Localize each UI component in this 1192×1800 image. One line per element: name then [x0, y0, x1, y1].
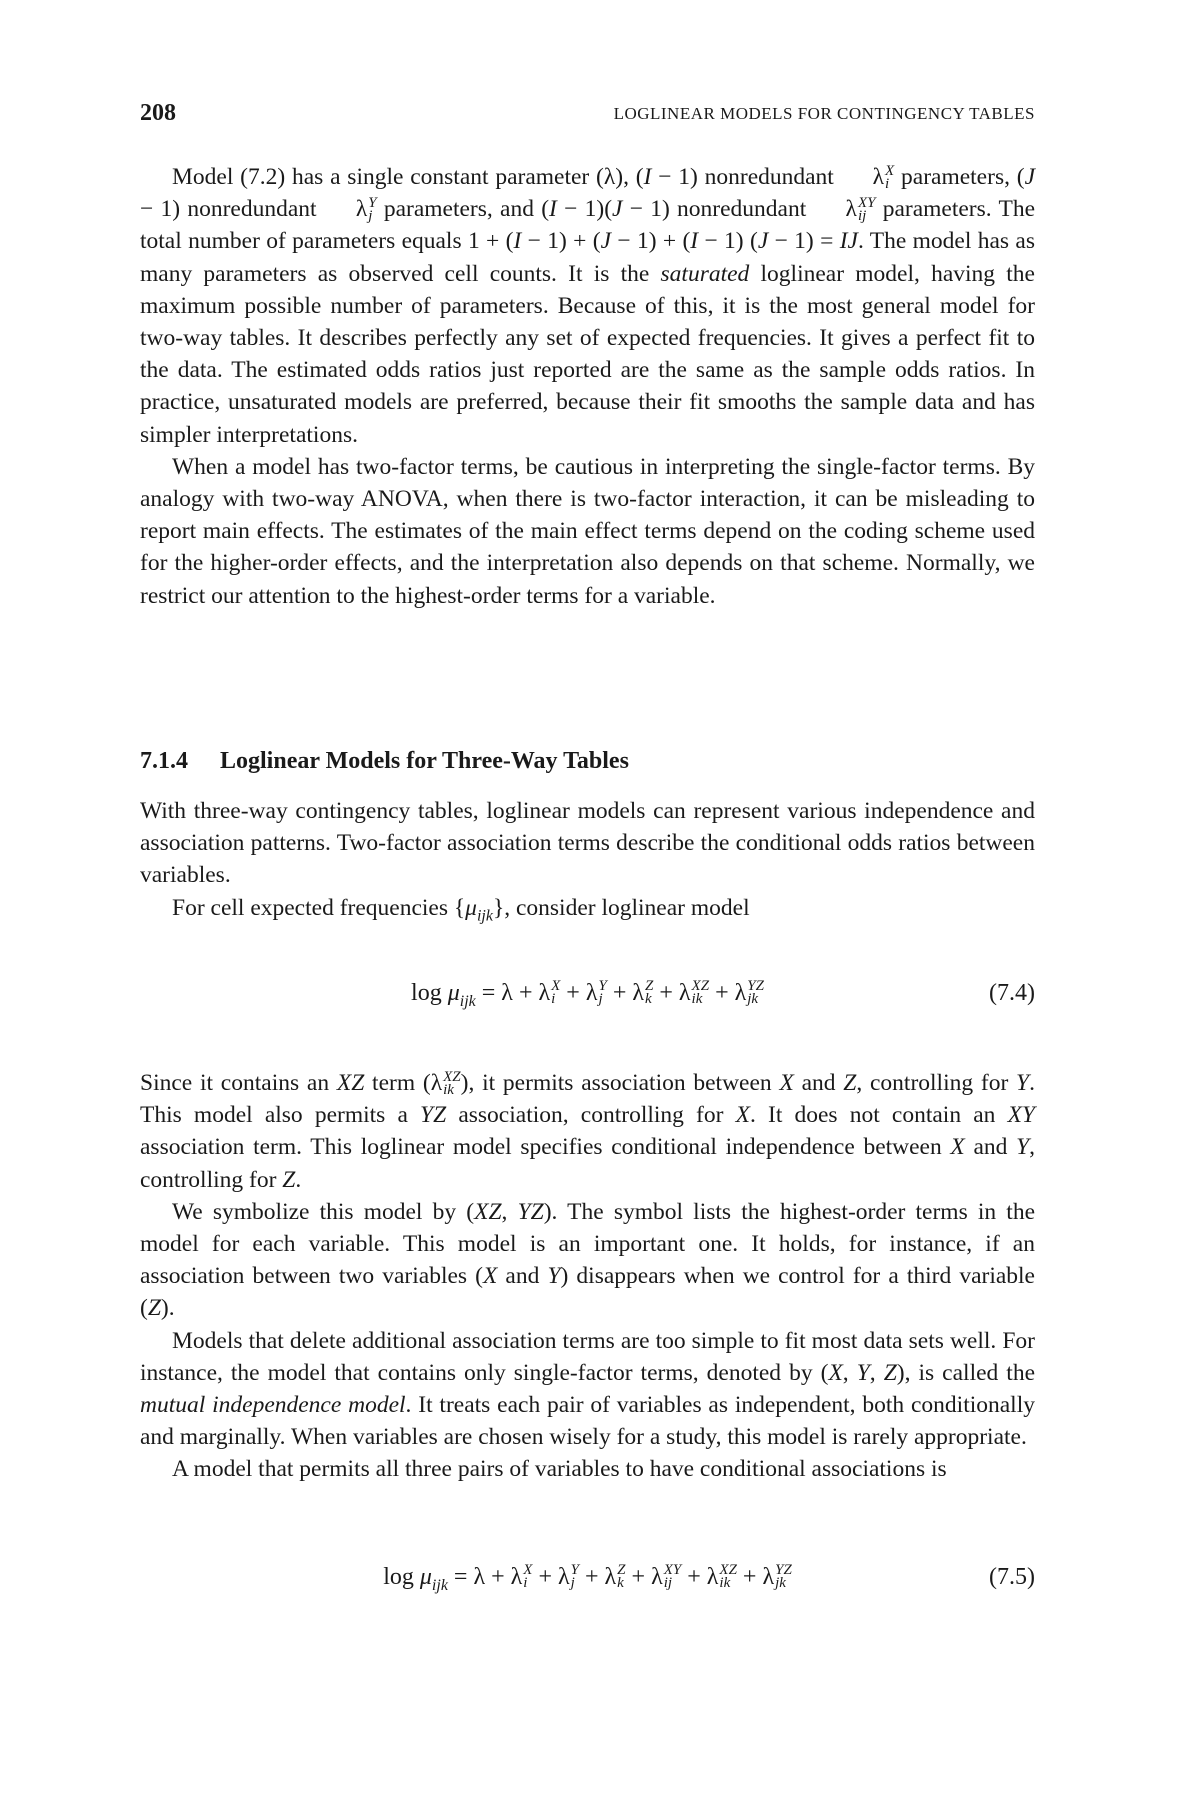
- equation-body: $\log \mu_{ijk} = \lambda + \lambda$ X i + λ Y j + λ Z k + λ XY ij + λ XZ ik + λ YZ jk: [383, 1562, 792, 1594]
- lambda-term: λ Z k: [632, 978, 654, 1008]
- superscript: X: [885, 162, 895, 179]
- superscript: X: [551, 978, 561, 995]
- script-stack: [719, 1564, 737, 1590]
- lambda-term: λ XY ij: [845, 194, 876, 224]
- equation-7-4: [140, 980, 1035, 1020]
- superscript: YZ: [775, 1562, 792, 1579]
- italic-text: Y: [1016, 1070, 1030, 1096]
- script-stack: [857, 194, 876, 224]
- subscript: ik: [719, 1575, 731, 1592]
- italic-text: I: [690, 228, 699, 255]
- italic-text: mutual independence model: [140, 1392, 406, 1419]
- italic-text: I: [549, 196, 557, 223]
- subscript: jk: [775, 1575, 786, 1592]
- italic-text: XY: [1007, 1102, 1035, 1129]
- paragraph: For cell expected frequencies $\{\mu_{ijk}\}$, consider loglinear model: [172, 894, 750, 925]
- superscript: XZ: [691, 978, 710, 995]
- lambda-term: λ X i: [872, 162, 895, 192]
- lambda-term: λ YZ jk: [734, 978, 764, 1008]
- superscript: XZ: [719, 1562, 737, 1579]
- italic-text: IJ: [839, 228, 858, 255]
- paragraph: With three-way contingency tables, loglinear models can represent various independence and association patterns. Two-factor association terms describe the conditional odds ratios between variables.: [140, 798, 1035, 889]
- subscript: jk: [747, 991, 759, 1008]
- italic-text: saturated: [660, 260, 750, 287]
- page-number: 208: [140, 100, 176, 126]
- script-stack: [571, 1564, 579, 1590]
- subscript: ij: [663, 1575, 673, 1592]
- italic-text: Z: [147, 1295, 161, 1322]
- italic-text: X: [482, 1263, 498, 1290]
- subscript: j: [598, 991, 603, 1008]
- equation-number: (7.5): [989, 1564, 1035, 1590]
- lambda-term: λ XZ ik: [678, 978, 710, 1008]
- italic-text: I: [643, 164, 652, 190]
- subscript: i: [885, 175, 890, 192]
- superscript: XY: [857, 194, 876, 211]
- script-stack: [645, 980, 653, 1006]
- subscript: k: [645, 991, 652, 1008]
- lambda-term: λ Y j: [355, 194, 377, 224]
- script-stack: [747, 980, 764, 1006]
- script-stack: [775, 1564, 792, 1590]
- subscript: ik: [691, 991, 703, 1008]
- italic-text: XZ: [474, 1198, 502, 1225]
- italic-text: J: [612, 196, 623, 223]
- lambda-term: λ X i: [538, 978, 561, 1008]
- italic-text: X: [828, 1359, 843, 1386]
- italic-text: Y: [1016, 1134, 1030, 1161]
- lambda-term: λ Y j: [558, 1562, 579, 1592]
- italic-text: YZ: [517, 1198, 544, 1225]
- section-title: Loglinear Models for Three-Way Tables: [220, 748, 629, 774]
- section-number: 7.1.4: [140, 748, 188, 774]
- script-stack: [443, 1068, 461, 1098]
- lambda-term: λ XZ ik: [430, 1068, 461, 1098]
- subscript: k: [617, 1575, 624, 1592]
- italic-text: YZ: [420, 1102, 447, 1129]
- italic-text: Z: [883, 1359, 897, 1386]
- superscript: Z: [645, 978, 654, 995]
- subscript: ijk: [459, 992, 476, 1010]
- script-stack: [551, 980, 560, 1006]
- superscript: XY: [663, 1562, 682, 1579]
- subscript: j: [570, 1575, 575, 1592]
- superscript: Y: [570, 1562, 579, 1579]
- italic-text: X: [950, 1134, 965, 1161]
- running-head: LOGLINEAR MODELS FOR CONTINGENCY TABLES: [613, 104, 1035, 123]
- paragraph: A model that permits all three pairs of variables to have conditional associations is: [172, 1456, 947, 1483]
- superscript: YZ: [747, 978, 764, 995]
- script-stack: [368, 194, 377, 224]
- lambda-term: λ XZ ik: [706, 1562, 737, 1592]
- superscript: XZ: [443, 1068, 461, 1085]
- italic-text: I: [513, 228, 522, 255]
- italic-text: μ: [419, 1564, 432, 1590]
- lambda-term: λ Z k: [604, 1562, 626, 1592]
- subscript: ijk: [431, 1576, 448, 1594]
- italic-text: Y: [547, 1263, 561, 1290]
- script-stack: [523, 1564, 532, 1590]
- script-stack: [664, 1564, 682, 1590]
- lambda-term: λ X i: [510, 1562, 533, 1592]
- page-header: [140, 100, 1035, 130]
- italic-text: Z: [282, 1166, 296, 1193]
- paragraph: Since it contains an XZ term (λ XZ ik ), it permits association between X and Z, controlling for Y. This model also permits a YZ association, controlling for X. It does not contain an XY association term. This loglinear model specifies conditional independence between X and Y, controlling for Z.: [140, 1068, 1036, 1193]
- subscript: j: [368, 207, 373, 224]
- subscript: ik: [443, 1081, 454, 1098]
- script-stack: [692, 980, 710, 1006]
- italic-text: J: [600, 228, 612, 255]
- italic-text: J: [757, 228, 769, 255]
- italic-text: Z: [843, 1070, 857, 1096]
- superscript: X: [523, 1562, 533, 1579]
- italic-text: X: [779, 1070, 794, 1096]
- superscript: Y: [368, 194, 377, 211]
- subscript: i: [551, 991, 556, 1008]
- paragraph: Models that delete additional association terms are too simple to fit most data sets well. For instance, the model that contains only single-factor terms, denoted by (X, Y, Z), is called the mutual independence model. It treats each pair of variables as independent, both conditionally and marginally. When variables are chosen wisely for a study, this model is rarely appropriate.: [140, 1327, 1036, 1451]
- script-stack: [617, 1564, 625, 1590]
- script-stack: [885, 162, 895, 192]
- italic-text: Y: [856, 1359, 870, 1386]
- text-block-c: [140, 1067, 1035, 1486]
- italic-text: J: [1024, 164, 1036, 190]
- paragraph: When a model has two-factor terms, be cautious in interpreting the single-factor terms. By analogy with two-way ANOVA, when there is two-factor interaction, it can be misleading to report main effects. The estimates of the main effect terms depend on the coding scheme used for the higher-order effects, and the interpretation also depends on that scheme. Normally, we restrict our attention to the highest-order terms for a variable.: [140, 453, 1035, 609]
- lambda-term: λ Y j: [585, 978, 607, 1008]
- superscript: Y: [598, 978, 607, 995]
- italic-text: μ: [447, 980, 460, 1006]
- italic-text: X: [735, 1102, 750, 1129]
- equation-number: (7.4): [989, 980, 1035, 1006]
- subscript: ij: [857, 207, 867, 224]
- equation-body: $\log \mu_{ijk} = \lambda + \lambda$ X i + λ Y j + λ Z k + λ XZ ik + λ YZ jk: [411, 978, 764, 1010]
- subscript: i: [523, 1575, 528, 1592]
- superscript: Z: [617, 1562, 626, 1579]
- lambda-term: λ YZ jk: [762, 1562, 792, 1592]
- equation-7-5: [140, 1564, 1035, 1604]
- section-heading: [140, 748, 629, 775]
- italic-text: XZ: [336, 1070, 365, 1096]
- text-block-a: [140, 161, 1035, 612]
- paragraph: Model (7.2) has a single constant parameter (λ), (I − 1) nonredundant λ X i parameters, (J − 1) nonredundant λ Y j parameters, and (I − 1)(J − 1) nonredundant λ XY ij parameters. The total number of parameters equals 1 + (I − 1) + (J − 1) + (I − 1) (J − 1) = IJ. The model has as many parameters as observed cell counts. It is the saturated loglinear model, having the maximum possible number of parameters. Because of this, it is the most general model for two-way tables. It describes perfectly any set of expected frequencies. It gives a perfect fit to the data. The estimated odds ratios just reported are the same as the sample odds ratios. In practice, unsaturated models are preferred, because their fit smooths the sample data and has simpler interpretations.: [140, 162, 1036, 448]
- italic-text: μ: [465, 894, 477, 921]
- paragraph: We symbolize this model by (XZ, YZ). The symbol lists the highest-order terms in the model for each variable. This model is an important one. It holds, for instance, if an association between two variables (X and Y) disappears when we control for a third variable (Z).: [140, 1198, 1035, 1322]
- subscript: ijk: [476, 907, 493, 925]
- lambda-term: λ XY ij: [651, 1562, 682, 1592]
- script-stack: [598, 980, 606, 1006]
- text-block-b: [140, 795, 1035, 933]
